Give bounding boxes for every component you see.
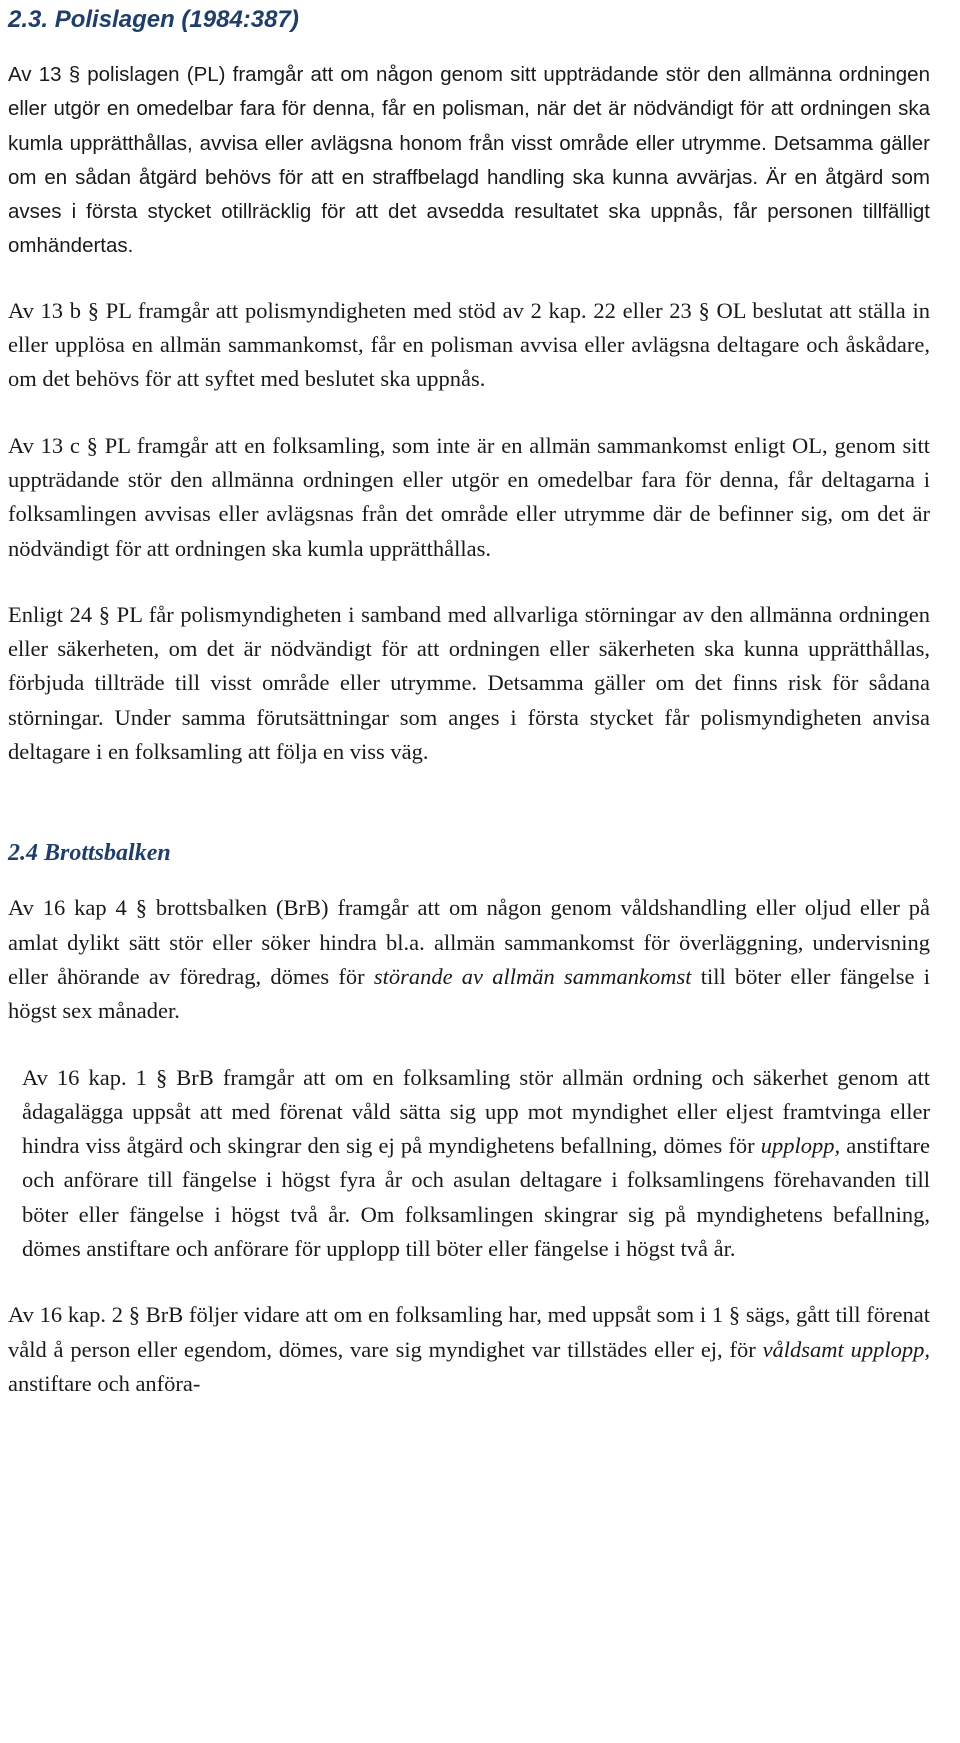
paragraph-16-4-brb [8, 891, 930, 1028]
section-heading-polislagen: 2.3. Polislagen (1984:387) [8, 6, 299, 33]
paragraph-13b-pl: Av 13 b § PL framgår att polismyndigheten med stöd av 2 kap. 22 eller 23 § OL beslutat att ställa in eller upplösa en allmän sammankomst, får en polisman avvisa eller avlägsna deltagare och åskådare, om det behövs för att syftet med beslutet ska uppnås. [8, 297, 930, 392]
paragraph-16-1-brb [8, 1061, 930, 1267]
paragraph-text: Av 16 kap 4 § brottsbalken (BrB) framgår att om någon genom våldshandling eller oljud eller på amlat dylikt sätt stör eller söker hindra bl.a. allmän sammankomst för överläggning, undervisning eller åhörande av föredrag, dömes för [8, 895, 930, 989]
paragraph-text: Av 16 kap. 1 § BrB framgår att om en folksamling stör allmän ordning och säkerhet genom att ådagalägga uppsåt att med förenat våld sätta sig upp mot myndighet eller eljest framtvinga eller hindra viss åtgärd och skingrar den sig ej på myndighetens befallning, dömes för [22, 1064, 930, 1159]
emphasis-term: störande av allmän sammankomst [373, 963, 692, 989]
paragraph-13-pl: Av 13 § polislagen (PL) framgår att om någon genom sitt uppträdande stör den allmänna ordningen eller utgör en omedelbar fara för denna, får en polisman, när det är nödvändigt för att ordningen ska kumla upprätthållas, avvisa eller avlägsna honom från visst område eller utrymme. Detsamma gäller om en sådan åtgärd behövs för att en straffbelagd handling ska kunna avvärjas. Är en åtgärd som avses i första stycket otillräcklig för att det avsedda resultatet ska uppnås, får personen tillfälligt omhändertas. [8, 63, 930, 258]
paragraph-13c-pl: Av 13 c § PL framgår att en folksamling, som inte är en allmän sammankomst enligt OL, genom sitt uppträdande stör den allmänna ordningen eller utgör en omedelbar fara för denna, får deltagarna i folksamlingen avvisas eller avlägsnas från det område eller utrymme där de befinner sig, om det är nödvändigt för att ordningen ska kumla upprätthållas. [8, 432, 930, 561]
paragraph-16-2-brb [8, 1298, 930, 1401]
section-heading-brottsbalken: 2.4 Brottsbalken [8, 840, 171, 867]
emphasis-term: upplopp, [760, 1133, 841, 1159]
paragraph-text: till böter eller fängelse i högst sex månader. [8, 963, 930, 1024]
paragraph-24-pl: Enligt 24 § PL får polismyndigheten i samband med allvarliga störningar av den allmänna ordningen eller säkerheten, om det är nödvändigt för att ordningen eller säkerheten ska kunna upprätthållas, förbjuda tillträde till visst område eller utrymme. Detsamma gäller om det finns risk för sådana störningar. Under samma förutsättningar som anges i första stycket får polismyndigheten anvisa deltagare i en folksamling att följa en viss väg. [8, 601, 930, 765]
paragraph-text: anstiftare och anförare till fängelse i högst fyra år och asulan deltagare i folksamlingens förehavanden till böter eller fängelse i högst två år. Om folksamlingen skingrar sig på myndighetens befallning, dömes anstiftare och anförare för upplopp till böter eller fängelse i högst två år. [22, 1133, 930, 1262]
emphasis-term: våldsamt upplopp, [762, 1336, 930, 1362]
paragraph-text: anstiftare och anföra- [8, 1370, 201, 1396]
paragraph-text: Av 16 kap. 2 § BrB följer vidare att om en folksamling har, med uppsåt som i 1 § sägs, gått till förenat våld å person eller egendom, dömes, vare sig myndighet var tillstädes eller ej, för [8, 1302, 930, 1362]
